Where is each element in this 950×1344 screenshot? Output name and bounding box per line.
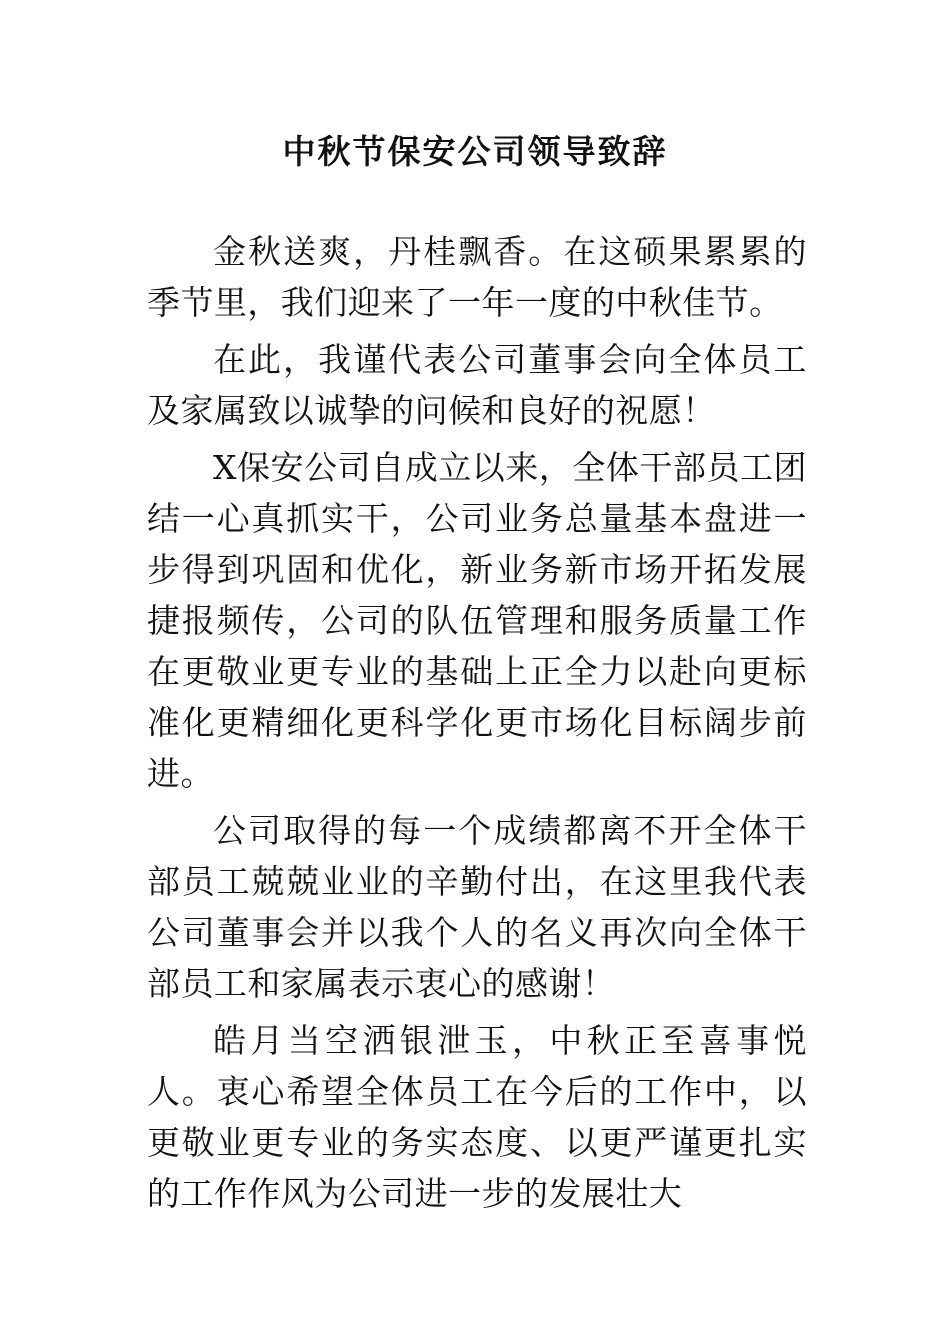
paragraph-regards: 在此，我谨代表公司董事会向全体员工及家属致以诚挚的问候和良好的祝愿！ (147, 340, 807, 430)
paragraph-achievements: X保安公司自成立以来，全体干部员工团结一心真抓实干，公司业务总量基本盘进一步得到巩固和优化，新业务新市场开拓发展捷报频传，公司的队伍管理和服务质量工作在更敬业更专业的基础上正全力以赴向更标准化更精细化更科学化更市场化目标阔步前进。 (147, 448, 807, 793)
document-body (147, 226, 807, 1225)
paragraph-wishes: 皓月当空洒银泄玉，中秋正至喜事悦人。衷心希望全体员工在今后的工作中，以更敬业更专业的务实态度、以更严谨更扎实的工作作风为公司进一步的发展壮大 (147, 1021, 807, 1213)
paragraph-thanks: 公司取得的每一个成绩都离不开全体干部员工兢兢业业的辛勤付出，在这里我代表公司董事会并以我个人的名义再次向全体干部员工和家属表示衷心的感谢！ (147, 811, 807, 1003)
document-title: 中秋节保安公司领导致辞 (282, 132, 668, 171)
paragraph-greeting: 金秋送爽，丹桂飘香。在这硕果累累的季节里，我们迎来了一年一度的中秋佳节。 (147, 232, 807, 322)
